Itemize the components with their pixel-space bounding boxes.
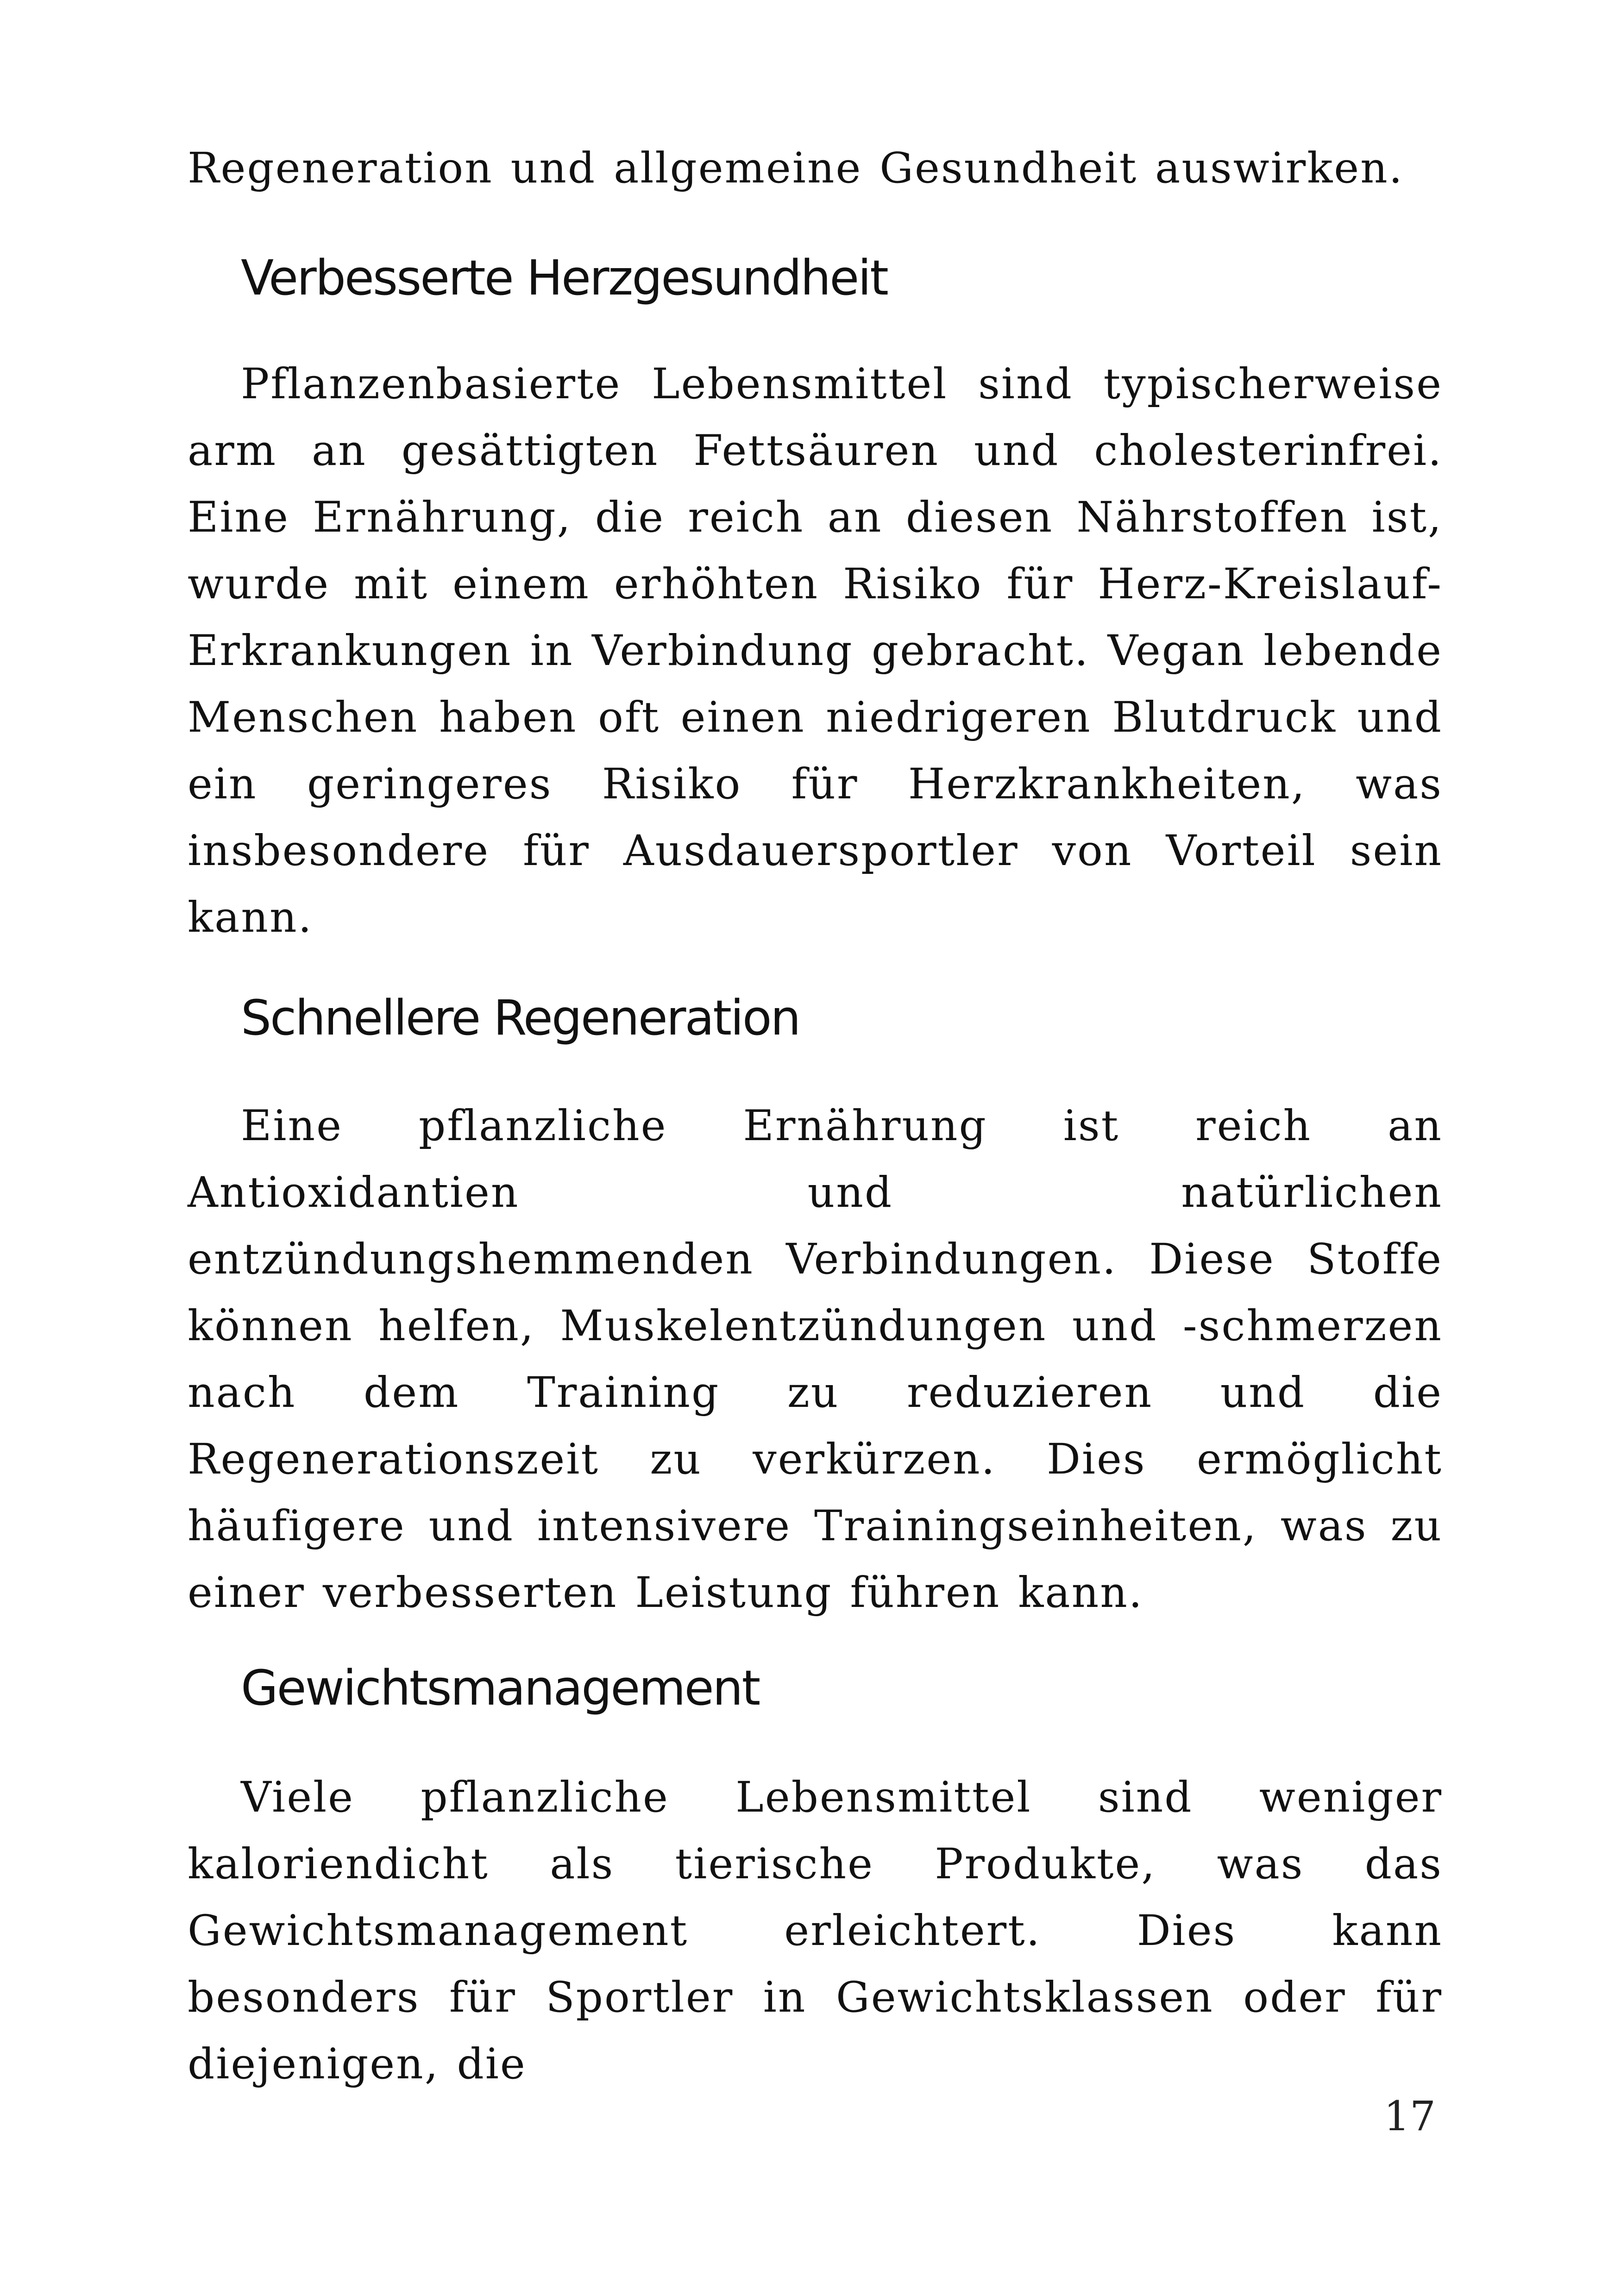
lead-paragraph: Regeneration und allgemeine Gesundheit auswirken. [188, 144, 1404, 193]
section-paragraph-regeneration: Eine pflanzliche Ernährung ist reich an Antioxidantien und natürlichen entzündungshemmenden Verbindungen. Diese Stoffe können helfen, Muskelentzündungen und -schmerzen nach dem Training zu reduzieren und die Regenerationszeit zu verkürzen. Dies ermöglicht häufigere und intensivere Trainingseinheiten, was zu einer verbesserten Leistung führen kann. [188, 1102, 1443, 1617]
section-paragraph-block-regeneration [188, 1093, 1443, 1626]
section-heading-regeneration: Schnellere Regeneration [241, 990, 800, 1046]
section-paragraph-weight-management: Viele pflanzliche Lebensmittel sind weniger kaloriendicht als tierische Produkte, was das Gewichtsmanagement erleichtert. Dies kann besonders für Sportler in Gewichtsklassen oder für diejenigen, die [188, 1773, 1443, 2089]
section-paragraph-heart-health: Pflanzenbasierte Lebensmittel sind typischerweise arm an gesättigten Fettsäuren und cholesterinfrei. Eine Ernährung, die reich an diesen Nährstoffen ist, wurde mit einem erhöhten Risiko für Herz-Kreislauf-Erkrankungen in Verbindung gebracht. Vegan lebende Menschen haben oft einen niedrigeren Blutdruck und ein geringeres Risiko für Herzkrankheiten, was insbesondere für Ausdauersportler von Vorteil sein kann. [188, 360, 1443, 942]
lead-paragraph-block [188, 135, 1443, 202]
page-number: 17 [1384, 2092, 1436, 2140]
section-heading-weight-management: Gewichtsmanagement [241, 1660, 760, 1716]
section-heading-heart-health: Verbesserte Herzgesundheit [241, 250, 887, 306]
section-paragraph-block-weight-management [188, 1764, 1443, 2098]
section-paragraph-block-heart-health [188, 351, 1443, 951]
